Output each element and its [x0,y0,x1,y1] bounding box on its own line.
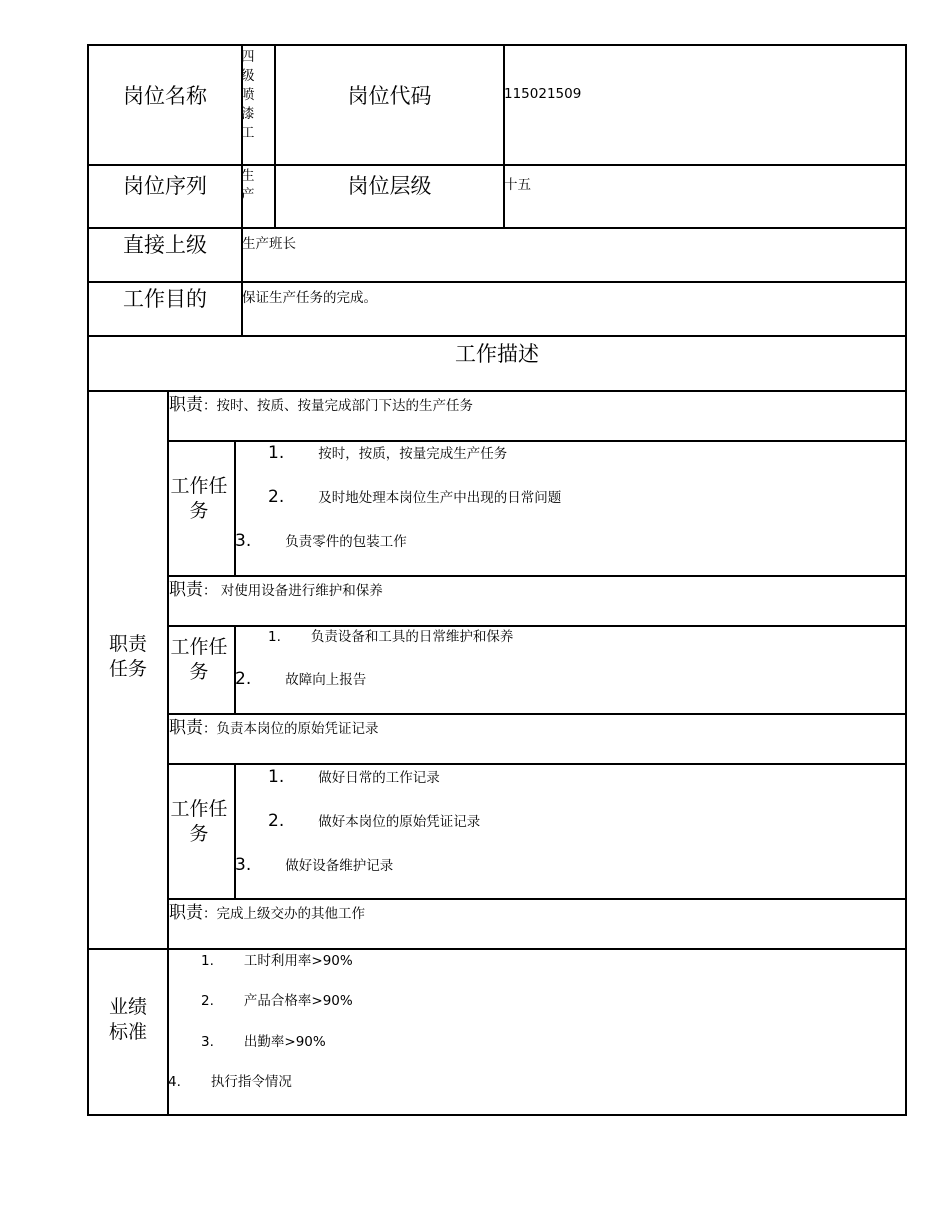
row-divider [87,164,907,166]
duty-prefix: 职责 [169,718,203,738]
table-border-right [905,44,907,1116]
row-divider [87,227,907,229]
row-divider [87,335,907,337]
col-divider [234,440,236,577]
row-divider [87,390,907,392]
task-item [235,670,366,689]
task-item [268,768,440,787]
task-number: 2. [268,811,285,831]
row-divider [87,948,907,950]
task-item [235,856,393,875]
post-level-value: 十五 [504,177,531,193]
section-title: 工作描述 [455,342,539,366]
performance-item [201,1033,326,1051]
item-number: 3. [201,1034,214,1050]
purpose-value: 保证生产任务的完成。 [242,290,377,306]
post-name-value: 四级喷漆工 [241,49,255,141]
duty-row [169,904,365,923]
row-divider [167,575,907,577]
performance-item [201,952,353,970]
task-text: 及时地处理本岗位生产中出现的日常问题 [318,490,562,506]
task-text: 做好设备维护记录 [285,858,394,874]
duty-prefix: 职责 [169,580,203,600]
row-divider [167,625,907,627]
row-divider [167,440,907,442]
task-label: 工作任务 [170,475,228,522]
row-divider [87,281,907,283]
task-number: 1. [268,629,281,645]
table-border-left [87,44,89,1116]
task-label: 工作任务 [170,798,228,845]
task-text: 负责零件的包装工作 [285,534,407,550]
item-number: 4. [168,1074,181,1090]
table-border-bottom [87,1114,907,1116]
table-border-top [87,44,907,46]
supervisor-value: 生产班长 [242,236,296,252]
post-level-label: 岗位层级 [347,174,432,198]
duty-text: ：负责本岗位的原始凭证记录 [203,721,379,737]
task-text: 做好日常的工作记录 [318,770,440,786]
item-number: 1. [201,953,214,969]
task-item [235,532,407,551]
task-text: 按时，按质，按量完成生产任务 [318,446,508,462]
task-text: 做好本岗位的原始凭证记录 [318,814,481,830]
task-item [268,488,561,507]
col-divider [503,44,505,229]
task-text: 负责设备和工具的日常维护和保养 [310,629,514,645]
duty-prefix: 职责 [169,903,203,923]
post-code-value: 115021509 [504,86,582,102]
supervisor-label: 直接上级 [123,233,207,257]
task-label: 工作任务 [170,636,228,683]
task-number: 2. [235,669,252,689]
task-number: 2. [268,487,285,507]
item-text: 执行指令情况 [210,1074,292,1090]
task-text: 故障向上报告 [285,672,367,688]
duty-text: ：按时、按质、按量完成部门下达的生产任务 [203,398,473,414]
performance-item [201,992,353,1010]
task-number: 3. [235,531,252,551]
col-divider [234,763,236,900]
task-item [268,444,507,463]
task-number: 1. [268,443,285,463]
duty-row [169,719,379,738]
task-number: 1. [268,767,285,787]
duties-side-label: 职责任务 [108,633,147,680]
duty-text: ：完成上级交办的其他工作 [203,906,365,922]
post-code-label: 岗位代码 [347,84,432,108]
post-series-label: 岗位序列 [123,174,207,198]
duty-text: ： 对使用设备进行维护和保养 [203,583,383,599]
row-divider [167,713,907,715]
duty-row [169,396,473,415]
post-series-value: 生产 [241,168,255,203]
item-number: 2. [201,993,214,1009]
duty-prefix: 职责 [169,395,203,415]
performance-label: 业绩标准 [108,996,147,1043]
duty-row [169,581,383,600]
item-text: 出勤率>90% [243,1034,326,1050]
row-divider [167,898,907,900]
purpose-label: 工作目的 [123,287,207,311]
item-text: 工时利用率>90% [243,953,353,969]
performance-item [168,1073,292,1091]
col-divider [274,44,276,229]
task-item [268,812,480,831]
row-divider [167,763,907,765]
task-item [268,628,513,646]
item-text: 产品合格率>90% [243,993,353,1009]
post-name-label: 岗位名称 [123,84,207,108]
task-number: 3. [235,855,252,875]
